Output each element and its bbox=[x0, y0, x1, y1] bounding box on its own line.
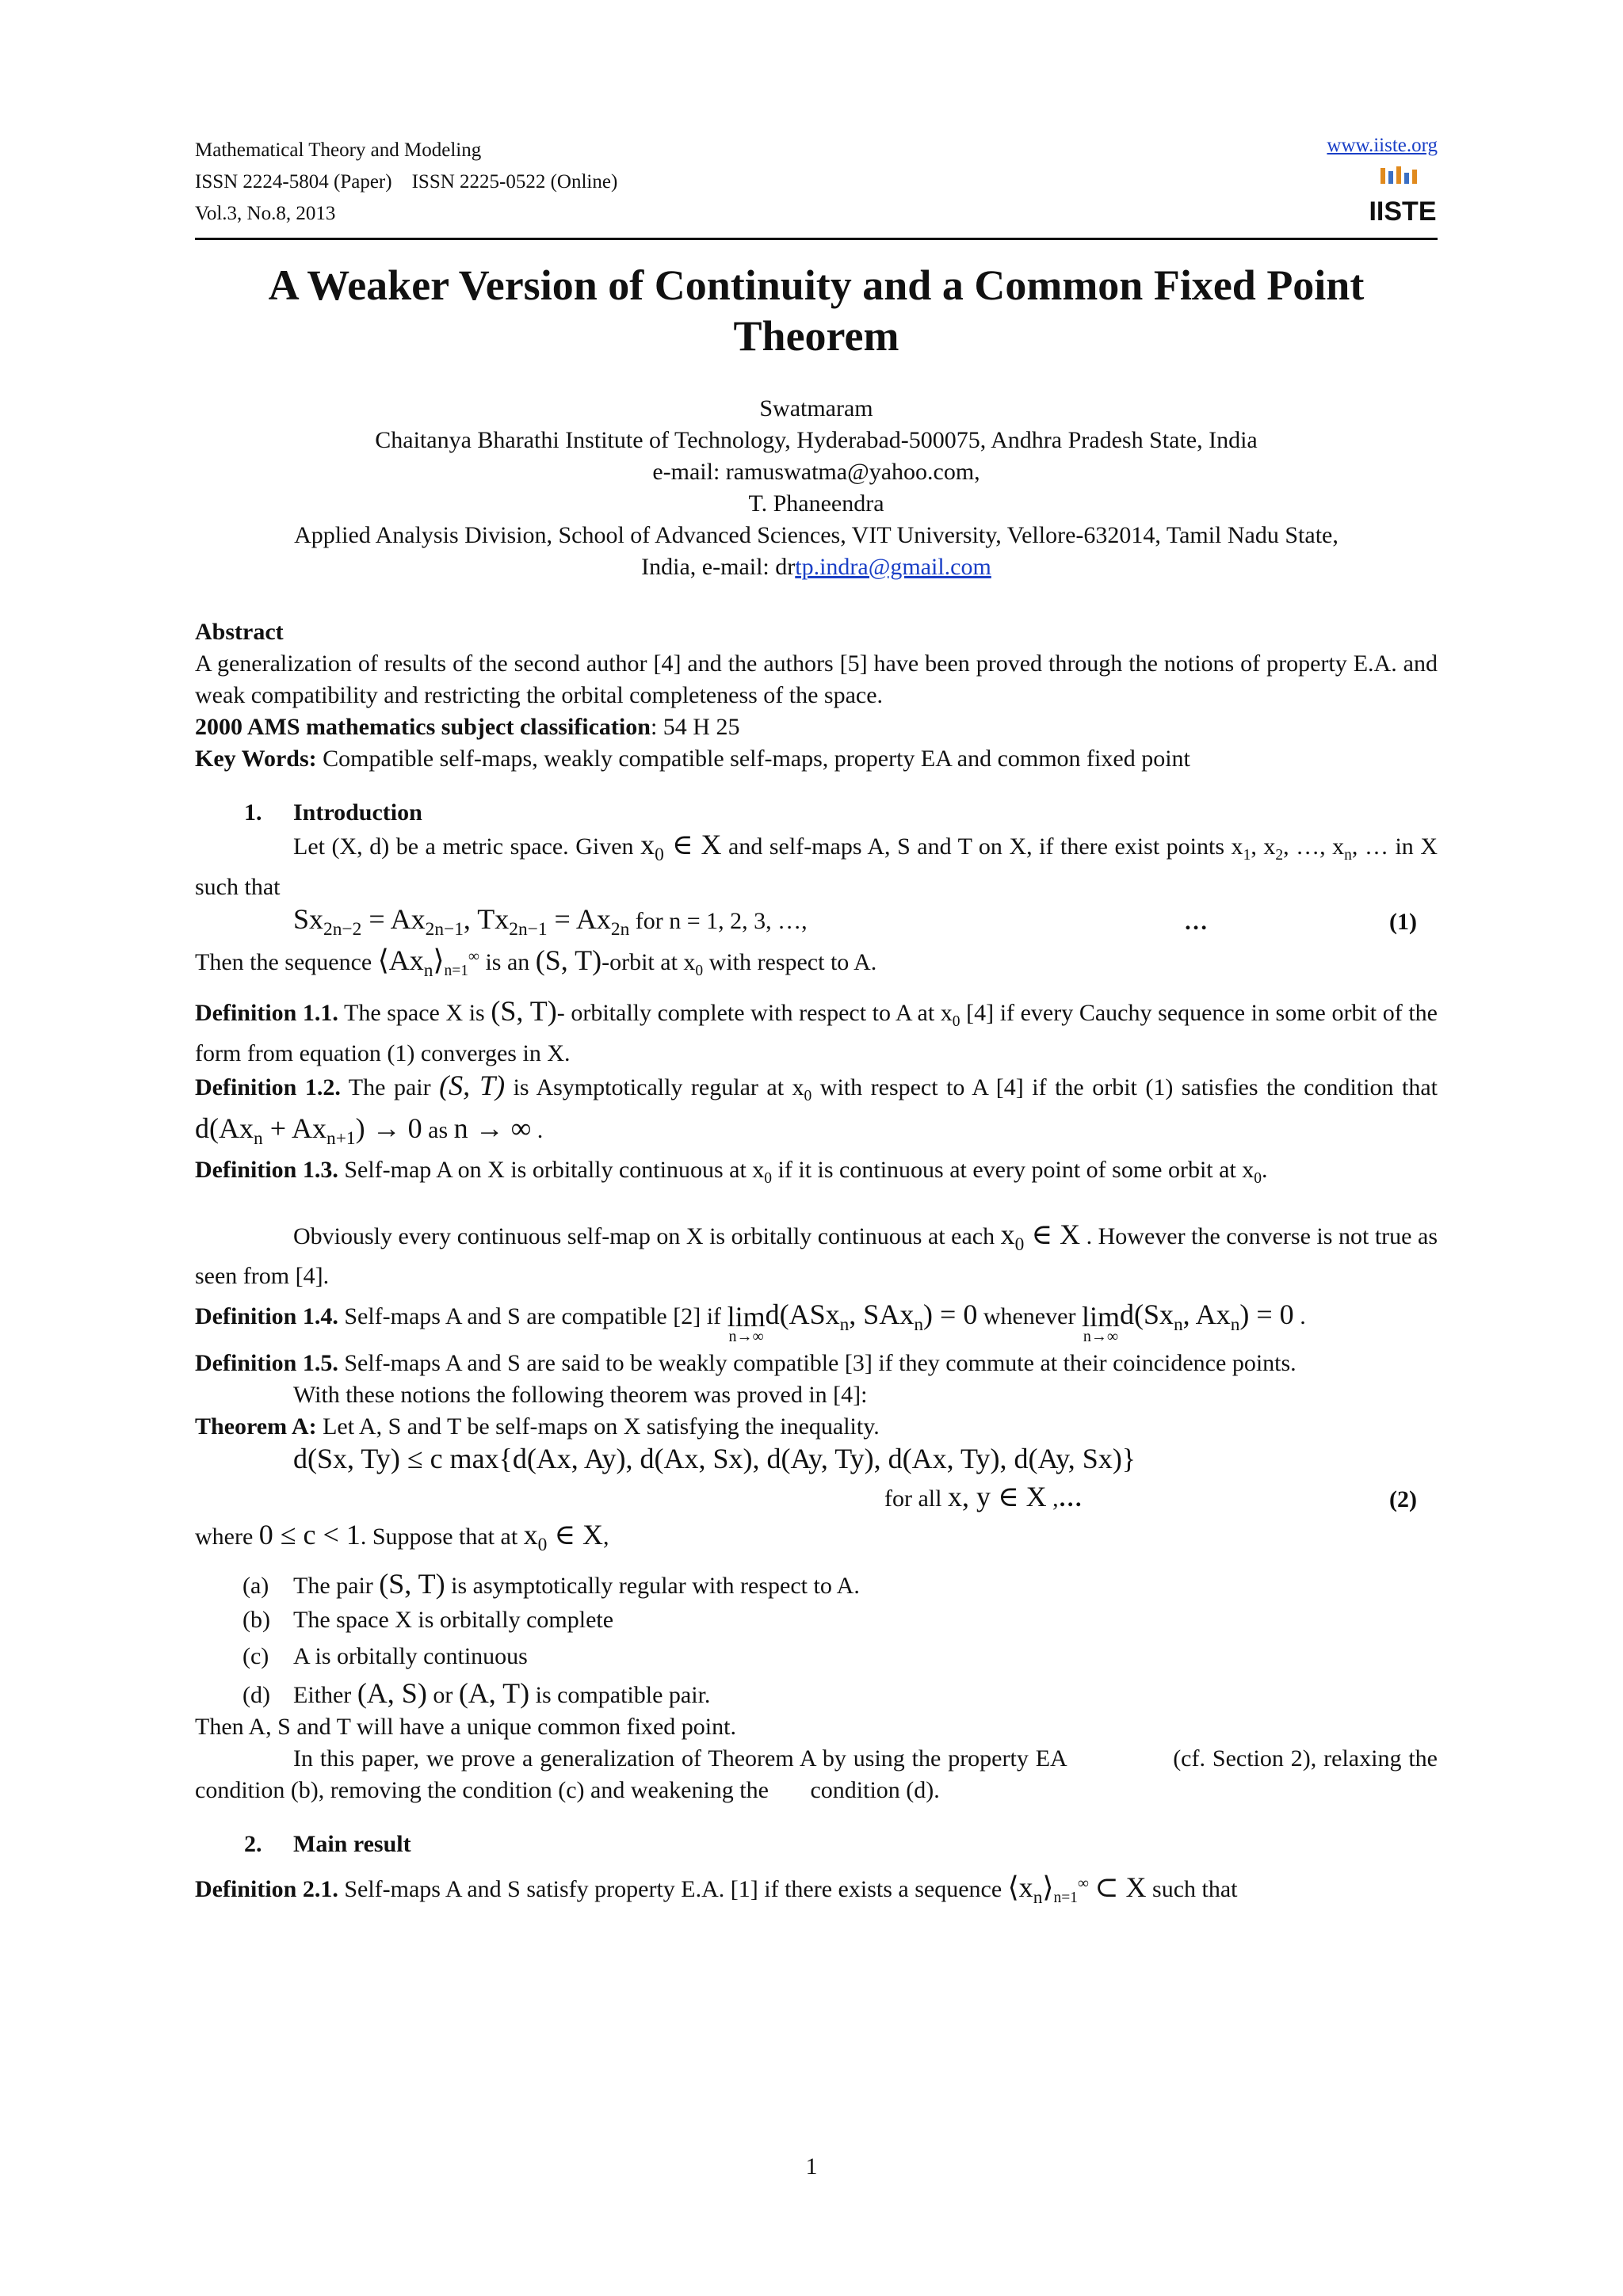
definition-1-4-label: Definition 1.4. bbox=[195, 1303, 338, 1330]
condition-b-text: The space X is orbitally complete bbox=[293, 1606, 614, 1633]
email-2-link[interactable]: tp.indra@gmail.com bbox=[795, 554, 991, 580]
logo-text: IISTE bbox=[1369, 196, 1437, 227]
affiliation-2: Applied Analysis Division, School of Advanced Sciences, VIT University, Vellore-632014, Tamil Nadu State, bbox=[294, 522, 1338, 548]
ams-value: : 54 H 25 bbox=[650, 714, 740, 740]
condition-d bbox=[242, 1675, 1438, 1711]
definition-2-1-label: Definition 2.1. bbox=[195, 1875, 338, 1902]
equation-2-quantifier: for all x, y ∈ X ,… bbox=[884, 1480, 1083, 1512]
section-1-heading bbox=[195, 797, 1438, 829]
condition-d-math2: (A, T) bbox=[458, 1676, 530, 1709]
condition-list bbox=[242, 1566, 1438, 1711]
header-rule bbox=[195, 238, 1438, 240]
inequality-2: d(Sx, Ty) ≤ c max{d(Ax, Ay), d(Ax, Sx), d(Ay, Ty), d(Ax, Ty), d(Ay, Sx)} bbox=[293, 1442, 1136, 1474]
equation-1-tag: (1) bbox=[1389, 909, 1417, 935]
definition-2-1: Definition 2.1. Self-maps A and S satisfy property E.A. [1] if there exists a sequence $⟨x_n⟩_{n=1}^\infty$ ⊂ X such that bbox=[195, 1871, 1238, 1908]
paper-title: A Weaker Version of Continuity and a Common Fixed Point Theorem bbox=[268, 261, 1365, 360]
section-2-title: Main result bbox=[293, 1830, 411, 1857]
paper-aim: In this paper, we prove a generalization of Theorem A by using the property EA (cf. Section 2), relaxing the condition (b), removing the condition (c) and weakening the condition (d). bbox=[195, 1745, 1438, 1803]
abstract-heading: Abstract bbox=[195, 619, 284, 645]
condition-b bbox=[242, 1602, 1438, 1638]
email-1: e-mail: ramuswatma@yahoo.com, bbox=[652, 459, 980, 485]
intro-paragraph: Let (X, d) be a metric space. Given $x_0$ ∈ X and self-maps A, S and T on X, if there exist points $x_1$, $x_2$, …, $x_n$, … in X such that bbox=[195, 829, 1438, 900]
condition-a-pre: The pair bbox=[293, 1572, 380, 1599]
affiliation-2-line2 bbox=[195, 551, 1438, 583]
keywords-value: Compatible self-maps, weakly compatible self-maps, property EA and common fixed point bbox=[316, 746, 1190, 772]
condition-d-label: (d) bbox=[242, 1681, 270, 1708]
equation-2-line bbox=[195, 1481, 1438, 1519]
definition-1-1: Definition 1.1. The space X is (S, T)- orbitally complete with respect to A at $x_0$ [4] if every Cauchy sequence in some orbit of the form from equation (1) converges in X. bbox=[195, 995, 1438, 1066]
definition-1-3: Definition 1.3. Self-map A on X is orbitally continuous at $x_0$ if it is continuous at every point of some orbit at $x_0$. bbox=[195, 1157, 1268, 1188]
journal-issn: ISSN 2224-5804 (Paper) ISSN 2225-0522 (Online) bbox=[195, 171, 618, 193]
definition-1-5: Definition 1.5. Self-maps A and S are said to be weakly compatible [3] if they commute at their coincidence points. bbox=[195, 1349, 1296, 1376]
author-1: Swatmaram bbox=[759, 395, 873, 421]
abstract-text: A generalization of results of the second author [4] and the authors [5] have been proved through the notions of property E.A. and weak compatibility and restricting the orbital completeness of the space. bbox=[195, 650, 1438, 708]
condition-c bbox=[242, 1638, 1438, 1675]
condition-a-post: is asymptotically regular with respect to A. bbox=[445, 1572, 860, 1599]
definition-1-4: Definition 1.4. Self-maps A and S are compatible [2] if lim n→∞ d(ASx$_n$, SAx$_n$) = 0 whenever lim n→∞ $d(Sx_n$, $Ax_n) = 0$ . bbox=[195, 1299, 1306, 1346]
paper-body bbox=[195, 616, 1438, 1914]
definition-1-5-label: Definition 1.5. bbox=[195, 1349, 338, 1376]
author-block bbox=[195, 393, 1438, 583]
orbit-sentence: Then the sequence $⟨Ax_n⟩_{n=1}^\infty$ is an (S, T)-orbit at $x_0$ with respect to A. bbox=[195, 944, 877, 982]
journal-volume: Vol.3, No.8, 2013 bbox=[195, 203, 336, 224]
condition-a bbox=[242, 1566, 1438, 1602]
ams-classification bbox=[195, 711, 1438, 743]
keywords-label: Key Words: bbox=[195, 746, 317, 772]
definition-1-3-label: Definition 1.3. bbox=[195, 1157, 338, 1184]
condition-a-label: (a) bbox=[242, 1572, 269, 1599]
iiste-logo bbox=[1369, 166, 1437, 230]
constant-condition: where 0 ≤ c < 1. Suppose that at $x_0$ ∈ X, bbox=[195, 1518, 609, 1555]
condition-c-label: (c) bbox=[242, 1642, 269, 1669]
definition-1-1-label: Definition 1.1. bbox=[195, 1000, 338, 1026]
section-1-number: 1. bbox=[244, 799, 262, 826]
theorem-intro: With these notions the following theorem was proved in [4]: bbox=[293, 1381, 868, 1408]
condition-b-label: (b) bbox=[242, 1606, 270, 1633]
condition-c-text: A is orbitally continuous bbox=[293, 1642, 528, 1669]
remark-paragraph: Obviously every continuous self-map on X is orbitally continuous at each $x_0$ ∈ X . However the converse is not true as seen from [4]. bbox=[195, 1219, 1438, 1290]
condition-d-mid: or bbox=[426, 1681, 459, 1708]
affiliation-1: Chaitanya Bharathi Institute of Technology, Hyderabad-500075, Andhra Pradesh State, India bbox=[375, 427, 1258, 453]
theorem-a-label: Theorem A: bbox=[195, 1413, 317, 1440]
journal-header bbox=[195, 135, 617, 230]
condition-d-post: is compatible pair. bbox=[529, 1681, 711, 1708]
theorem-a-conclusion: Then A, S and T will have a unique common fixed point. bbox=[195, 1713, 736, 1740]
condition-d-pre: Either bbox=[293, 1681, 357, 1708]
section-2-number: 2. bbox=[244, 1830, 262, 1857]
equation-1-formula: $Sx_{2n-2} = Ax_{2n-1}$, $Tx_{2n-1} = Ax_{2n}$ for n = 1, 2, 3, …, bbox=[293, 903, 808, 940]
condition-a-math: (S, T) bbox=[379, 1567, 445, 1600]
journal-url-link[interactable]: www.iiste.org bbox=[1327, 135, 1438, 156]
page-number: 1 bbox=[805, 2153, 818, 2180]
journal-name: Mathematical Theory and Modeling bbox=[195, 139, 482, 161]
section-1-title: Introduction bbox=[293, 799, 422, 826]
equation-2-tag: (2) bbox=[1389, 1486, 1417, 1512]
condition-d-math: (A, S) bbox=[357, 1676, 427, 1709]
equation-1 bbox=[195, 903, 1438, 941]
ams-label: 2000 AMS mathematics subject classification bbox=[195, 714, 651, 740]
definition-1-2-label: Definition 1.2. bbox=[195, 1074, 341, 1100]
section-2-heading bbox=[195, 1829, 1438, 1860]
theorem-a: Theorem A: Let A, S and T be self-maps on X satisfying the inequality. bbox=[195, 1413, 880, 1440]
author-2: T. Phaneendra bbox=[748, 490, 884, 517]
keywords bbox=[195, 743, 1438, 775]
affiliation-2-text: India, e-mail: dr bbox=[641, 554, 796, 580]
equation-1-dots: … bbox=[1184, 909, 1208, 935]
definition-1-2: Definition 1.2. The pair (S, T) is Asymptotically regular at $x_0$ with respect to A [4] if the orbit (1) satisfies the condition that $d(Ax_n + Ax_{n+1}) \to 0$ as n → ∞ . bbox=[195, 1070, 1438, 1150]
